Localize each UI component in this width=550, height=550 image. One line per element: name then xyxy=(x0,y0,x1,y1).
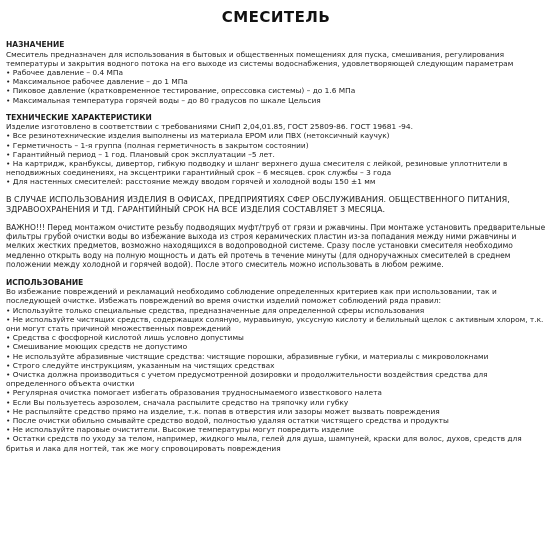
list-item: • Смешивание моющих средств не допустимо xyxy=(6,342,188,352)
section-heading-usage: ИСПОЛЬЗОВАНИЕ xyxy=(6,277,84,287)
specs-intro: Изделие изготовлено в соответствии с требованиями СНиП 2,04,01.85, ГОСТ 25809-86. ГОСТ 19681 -94. xyxy=(6,122,413,132)
list-item: • Герметичность – 1-я группа (полная герметичность в закрытом состоянии) xyxy=(6,140,309,150)
list-item: • Используйте только специальные средства, предназначенные для определенной сферы использования xyxy=(6,305,425,315)
list-item: • На картридж, кранбуксы, дивертор, гибкую подводку и шланг верхнего душа смесителя с лейкой, резиновые уплотнители в неподвижных соединениях, на эксцентрики гарантийный срок – 6 месяцев. срок службы – 3 года xyxy=(6,159,508,178)
list-item: • После очистки обильно смывайте средство водой, полностью удаляя остатки чистящего средства и продукты xyxy=(6,416,449,426)
list-item: • Максимальное рабочее давление – до 1 MПа xyxy=(6,77,188,87)
section-heading-specs: ТЕХНИЧЕСКИЕ ХАРАКТЕРИСТИКИ xyxy=(6,112,152,122)
usage-intro: Во избежание повреждений и рекламаций необходимо соблюдение определенных критериев как при использовании, так и последующей очистке. Избежать повреждений во время очистки изделий поможет соблюдений ряда правил: xyxy=(6,287,497,306)
list-item: • Средства с фосфорной кислотой лишь условно допустимы xyxy=(6,333,244,343)
purpose-intro: Смеситель предназначен для использования в бытовых и общественных помещениях для пуска, смешивания, регулирования температуры и закрытия водного потока на его выходе из системы водоснабжения, удовлетворяющей следующим параметрам xyxy=(6,49,514,68)
usage-list xyxy=(6,306,546,453)
list-item: • Для настенных смесителей: расстояние между вводом горячей и холодной воды 150 ±1 мм xyxy=(6,177,376,187)
list-item: • Очистка должна производиться с учетом предусмотренной дозировки и продолжительности воздействия средства для определенного объекта очистки xyxy=(6,370,488,389)
list-item: • Регулярная очистка помогает избегать образования трудноснымаемого известкового налета xyxy=(6,388,382,398)
list-item: • Пиковое давление (кратковременное тестирование, опрессовка системы) – до 1.6 MПа xyxy=(6,86,356,96)
list-item: • Рабочее давление – 0.4 MПа xyxy=(6,67,123,77)
section-heading-purpose: НАЗНАЧЕНИЕ xyxy=(6,40,65,49)
list-item: • Не используйте чистящих средств, содержащих соляную, муравьиную, уксусную кислоту и белильный щелок с активным хлором, т.к. они могут стать причиной множественных повреждений xyxy=(6,314,544,333)
list-item: • Остатки средств по уходу за телом, например, жидкого мыла, гелей для душа, шампуней, краски для волос, духов, средств для бритья и лака для ногтей, так же могу спровоцировать повреждения xyxy=(6,434,522,453)
list-item: • Максимальная температура горячей воды – до 80 градусов по шкале Цельсия xyxy=(6,95,321,105)
list-item: • Не используйте абразивные чистящие средства: чистящие порошки, абразивные губки, и материалы с микроволокнами xyxy=(6,351,489,361)
list-item: • Если Вы пользуетесь аэрозолем, сначала распылите средство на тряпочку или губку xyxy=(6,397,349,407)
important-warning: ВАЖНО!!! Перед монтажом очистите резьбу подводящих муфт/труб от грязи и ржавчины. При монтаже установить предварительные фильтры грубой очистки воды во избежание выхода из строя керамических пластин из-за попадания между ними ржавчины и мелких жестких предметов, возможно находящихся в водопроводной системе. Сразу после установки смесителя необходимо медленно открыть воду на полную мощность и дать ей протечь в течение минуты (для одноручажных смесителей в среднем положении между холодной и горячей водой). После этого смеситель можно использовать в любом режиме. xyxy=(6,222,546,270)
list-item: • Строго следуйте инструкциям, указанным на чистящих средствах xyxy=(6,360,275,370)
list-item: • Гарантийный период – 1 год. Плановый срок эксплуатации –5 лет. xyxy=(6,149,275,159)
page-title: СМЕСИТЕЛЬ xyxy=(221,8,331,26)
purpose-list xyxy=(6,68,546,105)
warranty-notice: В СЛУЧАЕ ИСПОЛЬЗОВАНИЯ ИЗДЕЛИЯ В ОФИСАХ, ПРЕДПРИЯТИЯХ СФЕР ОБСЛУЖИВАНИЯ. ОБЩЕСТВЕННОГО ПИТАНИЯ, ЗДРАВООХРАНЕНИЯ И ТД. ГАРАНТИЙНЫЙ СРОК НА ВСЕ ИЗДЕЛИЯ СОСТАВЛЯЕТ 3 МЕСЯЦА. xyxy=(6,194,510,214)
list-item: • Не используйте паровые очистители. Высокие температуры могут повредить изделие xyxy=(6,425,354,435)
list-item: • Не распыляйте средство прямо на изделие, т.к. попав в отверстия или зазоры может вызвать повреждения xyxy=(6,406,440,416)
list-item: • Все резинотехнические изделия выполнены из материала EPOM или ПВХ (нетоксичный каучук) xyxy=(6,131,390,141)
specs-list xyxy=(6,131,546,186)
